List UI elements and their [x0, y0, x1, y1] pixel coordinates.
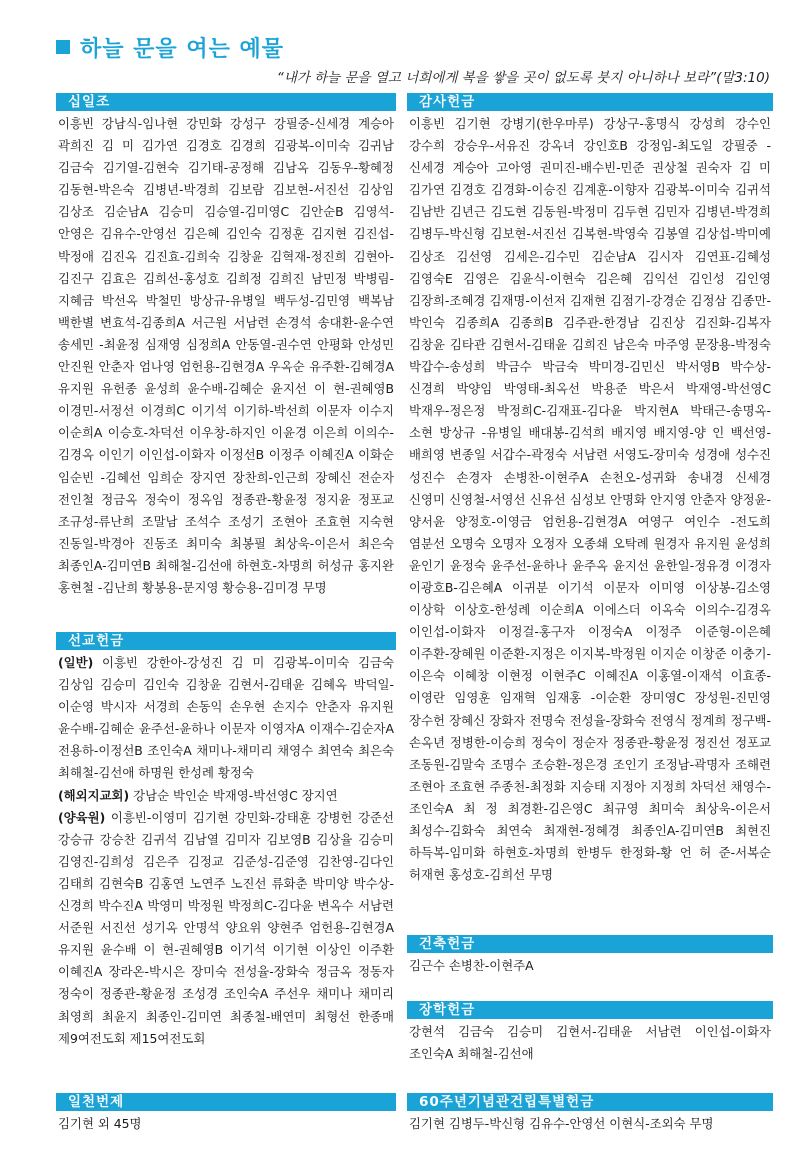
page-header: [56, 30, 776, 86]
category-tag: (일반): [58, 655, 94, 670]
section-title: 일천번제: [56, 1093, 396, 1111]
mission-overseas: [58, 785, 394, 807]
section-title: 선교헌금: [56, 632, 396, 650]
section-building: [407, 935, 773, 977]
section-mission: [56, 632, 396, 1050]
donor-names: 이흥빈-이영미 김기현 강민화-강태훈 강병헌 강준선 강승규 강승찬 김귀석 김남열 김미자 김보영B 김상율 김승미 김영진-김희성 김은주 김정교 김준성-김준영 김찬영-김다인 김태희 김현숙B 김홍연 노연주 노진선 류화춘 박미양 박수상-신경희 박수진A 박영미 박정원 박정희C-김다윤 변옥수 서남련 서준원 서진선 성기옥 안명석 양요위 양현주 엄헌용-김현경A 유지원 윤수배 이 현-권혜영B 이기석 이기현 이상인 이주환 이혜진A 장라온-박시은 장미숙 전성율-장화숙 정금옥 정동자 정숙이 정종관-황윤정 조성경 조인숙A 주선우 채미나 채미리 최영희 최윤지 최종인-김미연 최종철-배연미 최형선 한종매 제9여전도회 제15여전도회: [58, 809, 394, 1046]
donor-names: 이흥빈 강한아-강성진 김 미 김광복-이미숙 김금숙 김상임 김승미 김인숙 김창윤 김현서-김태윤 김혜옥 박덕일-이순영 박시자 서경희 손동익 손우현 손지수 안춘자 유지원 윤수배-김혜순 윤주선-윤하나 이문자 이영자A 이재수-김순자A 전용하-이정선B 조인숙A 채미나-채미리 채영수 최연숙 최은숙 최해철-김선애 하명원 한성례 황정숙: [58, 655, 394, 781]
section-title: 감사헌금: [407, 93, 773, 111]
page-title: 하늘 문을 여는 예물: [80, 36, 284, 62]
donor-list: [56, 650, 396, 1050]
section-thanks: [407, 93, 773, 886]
donor-list: 이흥빈 김기현 강병기(한우마루) 강상구-홍명식 강성희 강수인 강수희 강승우-서유진 강옥녀 강인호B 강정임-최도일 강필중 -신세경 계승아 고아영 권미진-배수빈-민준 권상철 권숙자 김 미 김가연 김경호 김경화-이승진 김계훈-이향자 김광복-이미숙 김귀석 김남반 김년근 김도현 김동원-박정미 김두현 김민자 김병년-박경희 김병두-박신형 김보현-서진선 김복현-박영숙 김봉열 김상섭-박미예 김상조 김선영 김세은-김수민 김순남A 김시자 김연표-김혜성 김영숙E 김영은 김윤식-이현숙 김은혜 김익선 김인성 김인영 김장희-조혜경 김재명-이선저 김재현 김점기-강경순 김정삼 김종만-박인숙 김종희A 김종희B 김주관-한경남 김진상 김진화-김복자 김창윤 김타관 김현서-김태윤 김희진 남은숙 마주영 문장용-박정숙 박갑수-송성희 박금수 박금숙 박미경-김민신 박서영B 박수상-신경희 박양임 박영태-최옥선 박용준 박은서 박재영-박선영C 박재우-정은정 박정희C-김재표-김다윤 박지현A 박태근-송명옥-소현 방상규 -유병일 배대봉-김석희 배지영 배지영-양 인 백선영-배희영 변종일 서갑수-곽정숙 서남련 서영도-장미숙 성경애 성수진 성진수 손경자 손병찬-이현주A 손천오-성귀화 송내경 신세경 신영미 신영철-서영선 신유선 심성보 안명화 안지영 안춘자 양정윤-양서윤 양정호-이영금 엄헌용-김현경A 여영구 여인수 -전도희 염분선 오명숙 오명자 오정자 오종쇄 오탁례 원경자 유지원 윤성희 윤인기 윤정숙 윤주선-윤하나 윤주옥 윤지선 윤한일-정유경 이경자 이광호B-김은혜A 이귀분 이기석 이문자 이미영 이상봉-김소영 이상학 이상호-한성례 이순희A 이에스더 이옥숙 이의수-김경옥 이인섭-이화자 이정걸-홍구자 이정숙A 이정주 이준형-이은혜 이주환-장혜원 이준환-지정은 이지복-박정원 이지순 이창준 이충기-이은숙 이혜창 이현정 이현주C 이혜진A 이홍열-이재석 이효종-이영란 임영훈 임재혁 임재홍 -이순환 장미영C 장성원-진민영 장수헌 장혜신 장화자 전명숙 전성율-장화숙 전영식 정계희 정구백-손옥년 정병한-이승희 정숙이 정순자 정종관-황윤정 정진선 정포교 조동원-김말숙 조명수 조승환-정은경 조인기 조정남-곽명자 조해련 조현아 조효현 주종천-최정화 지승태 지정아 지정희 차덕선 채영수-조인숙A 최 정 최경환-김은영C 최규영 최미숙 최상욱-이은서 최성수-김화숙 최연숙 최재현-정혜경 최종인A-김미연B 최현진 하득복-임미화 하현호-차명희 한병두 한정화-황 언 허 준-서복순 허재현 홍성호-김희선 무명: [409, 116, 771, 883]
section-title: 60주년기념관건립특별헌금: [407, 1093, 773, 1111]
section-tithe: [56, 93, 396, 599]
donor-list: 김근수 손병찬-이현주A: [409, 958, 534, 973]
section-title: 장학헌금: [407, 1001, 773, 1019]
donor-list: 강현석 김금숙 김승미 김현서-김태윤 서남련 이인섭-이화자 조인숙A 최해철-김선애: [409, 1024, 771, 1062]
mission-general: [58, 652, 394, 785]
donor-list: 이흥빈 강남식-임나현 강민화 강성구 강필중-신세경 계승아 곽희진 김 미 김가연 김경호 김경희 김광복-이미숙 김귀남 김금숙 김기열-김현숙 김기태-공정해 김남옥 김동우-황혜정 김동현-박은숙 김병년-박경희 김보람 김보현-서진선 김상임 김상조 김순남A 김승미 김승열-김미영C 김안순B 김영석-안영은 김유수-안영선 김은혜 김인숙 김정훈 김지현 김진섭-박정애 김진옥 김진효-김희숙 김창윤 김혁재-정진희 김현아-김진구 김효은 김희선-홍성호 김희정 김희진 남민정 박병림-지혜금 박선옥 박철민 방상규-유병일 백두성-김민영 백복남 백한별 변효석-김종희A 서근원 서남련 손경석 송대환-윤수연 송세민 -최윤정 심재영 심정희A 안동열-권수연 안평화 안성민 안진원 안춘자 엄나영 엄헌용-김현경A 우옥순 유주환-김혜경A 유지원 유헌종 윤성희 윤수배-김혜순 윤지선 이 현-권혜영B 이경민-서정선 이경희C 이기석 이기하-박선희 이문자 이수지 이순희A 이승호-차덕선 이우창-하지인 이윤경 이은희 이의수-김경옥 이인기 이인섭-이화자 이정선B 이정주 이혜진A 이화순 임순빈 -김혜선 임희순 장지연 장찬희-인근희 장혜신 전순자 전인철 정금옥 정숙이 정옥임 정종관-황윤정 정지윤 정포교 조규성-류난희 조말남 조석수 조성기 조현아 조효현 지숙현 진동일-박경아 진동조 최미숙 최봉필 최상욱-이은서 최은숙 최종인A-김미연B 최해철-김선애 하현호-차명희 허성규 홍지완 홍현철 -김난희 황봉용-문지영 황승용-김미경 무명: [58, 116, 394, 595]
section-anniversary: [407, 1093, 773, 1135]
bible-verse: “내가 하늘 문을 열고 너희에게 복을 쌓을 곳이 없도록 붓지 아니하나 보라”(말3:10): [276, 70, 770, 86]
section-scholarship: [407, 1001, 773, 1065]
section-firstfruits: [56, 1093, 396, 1135]
section-title: 십일조: [56, 93, 396, 111]
category-tag: (양육원): [58, 809, 106, 825]
title-row: [56, 30, 776, 64]
category-tag: (해외지교회): [58, 787, 130, 803]
donor-list: 김기현 김병두-박신형 김유수-안영선 이현식-조외숙 무명: [409, 1116, 714, 1131]
donor-names: 강남순 박인순 박재영-박선영C 장지연: [129, 787, 338, 803]
section-title: 건축헌금: [407, 935, 773, 953]
bullet-square-icon: [56, 40, 70, 54]
mission-orphanage: [58, 807, 394, 1050]
donor-list: 김기현 외 45명: [58, 1116, 142, 1131]
